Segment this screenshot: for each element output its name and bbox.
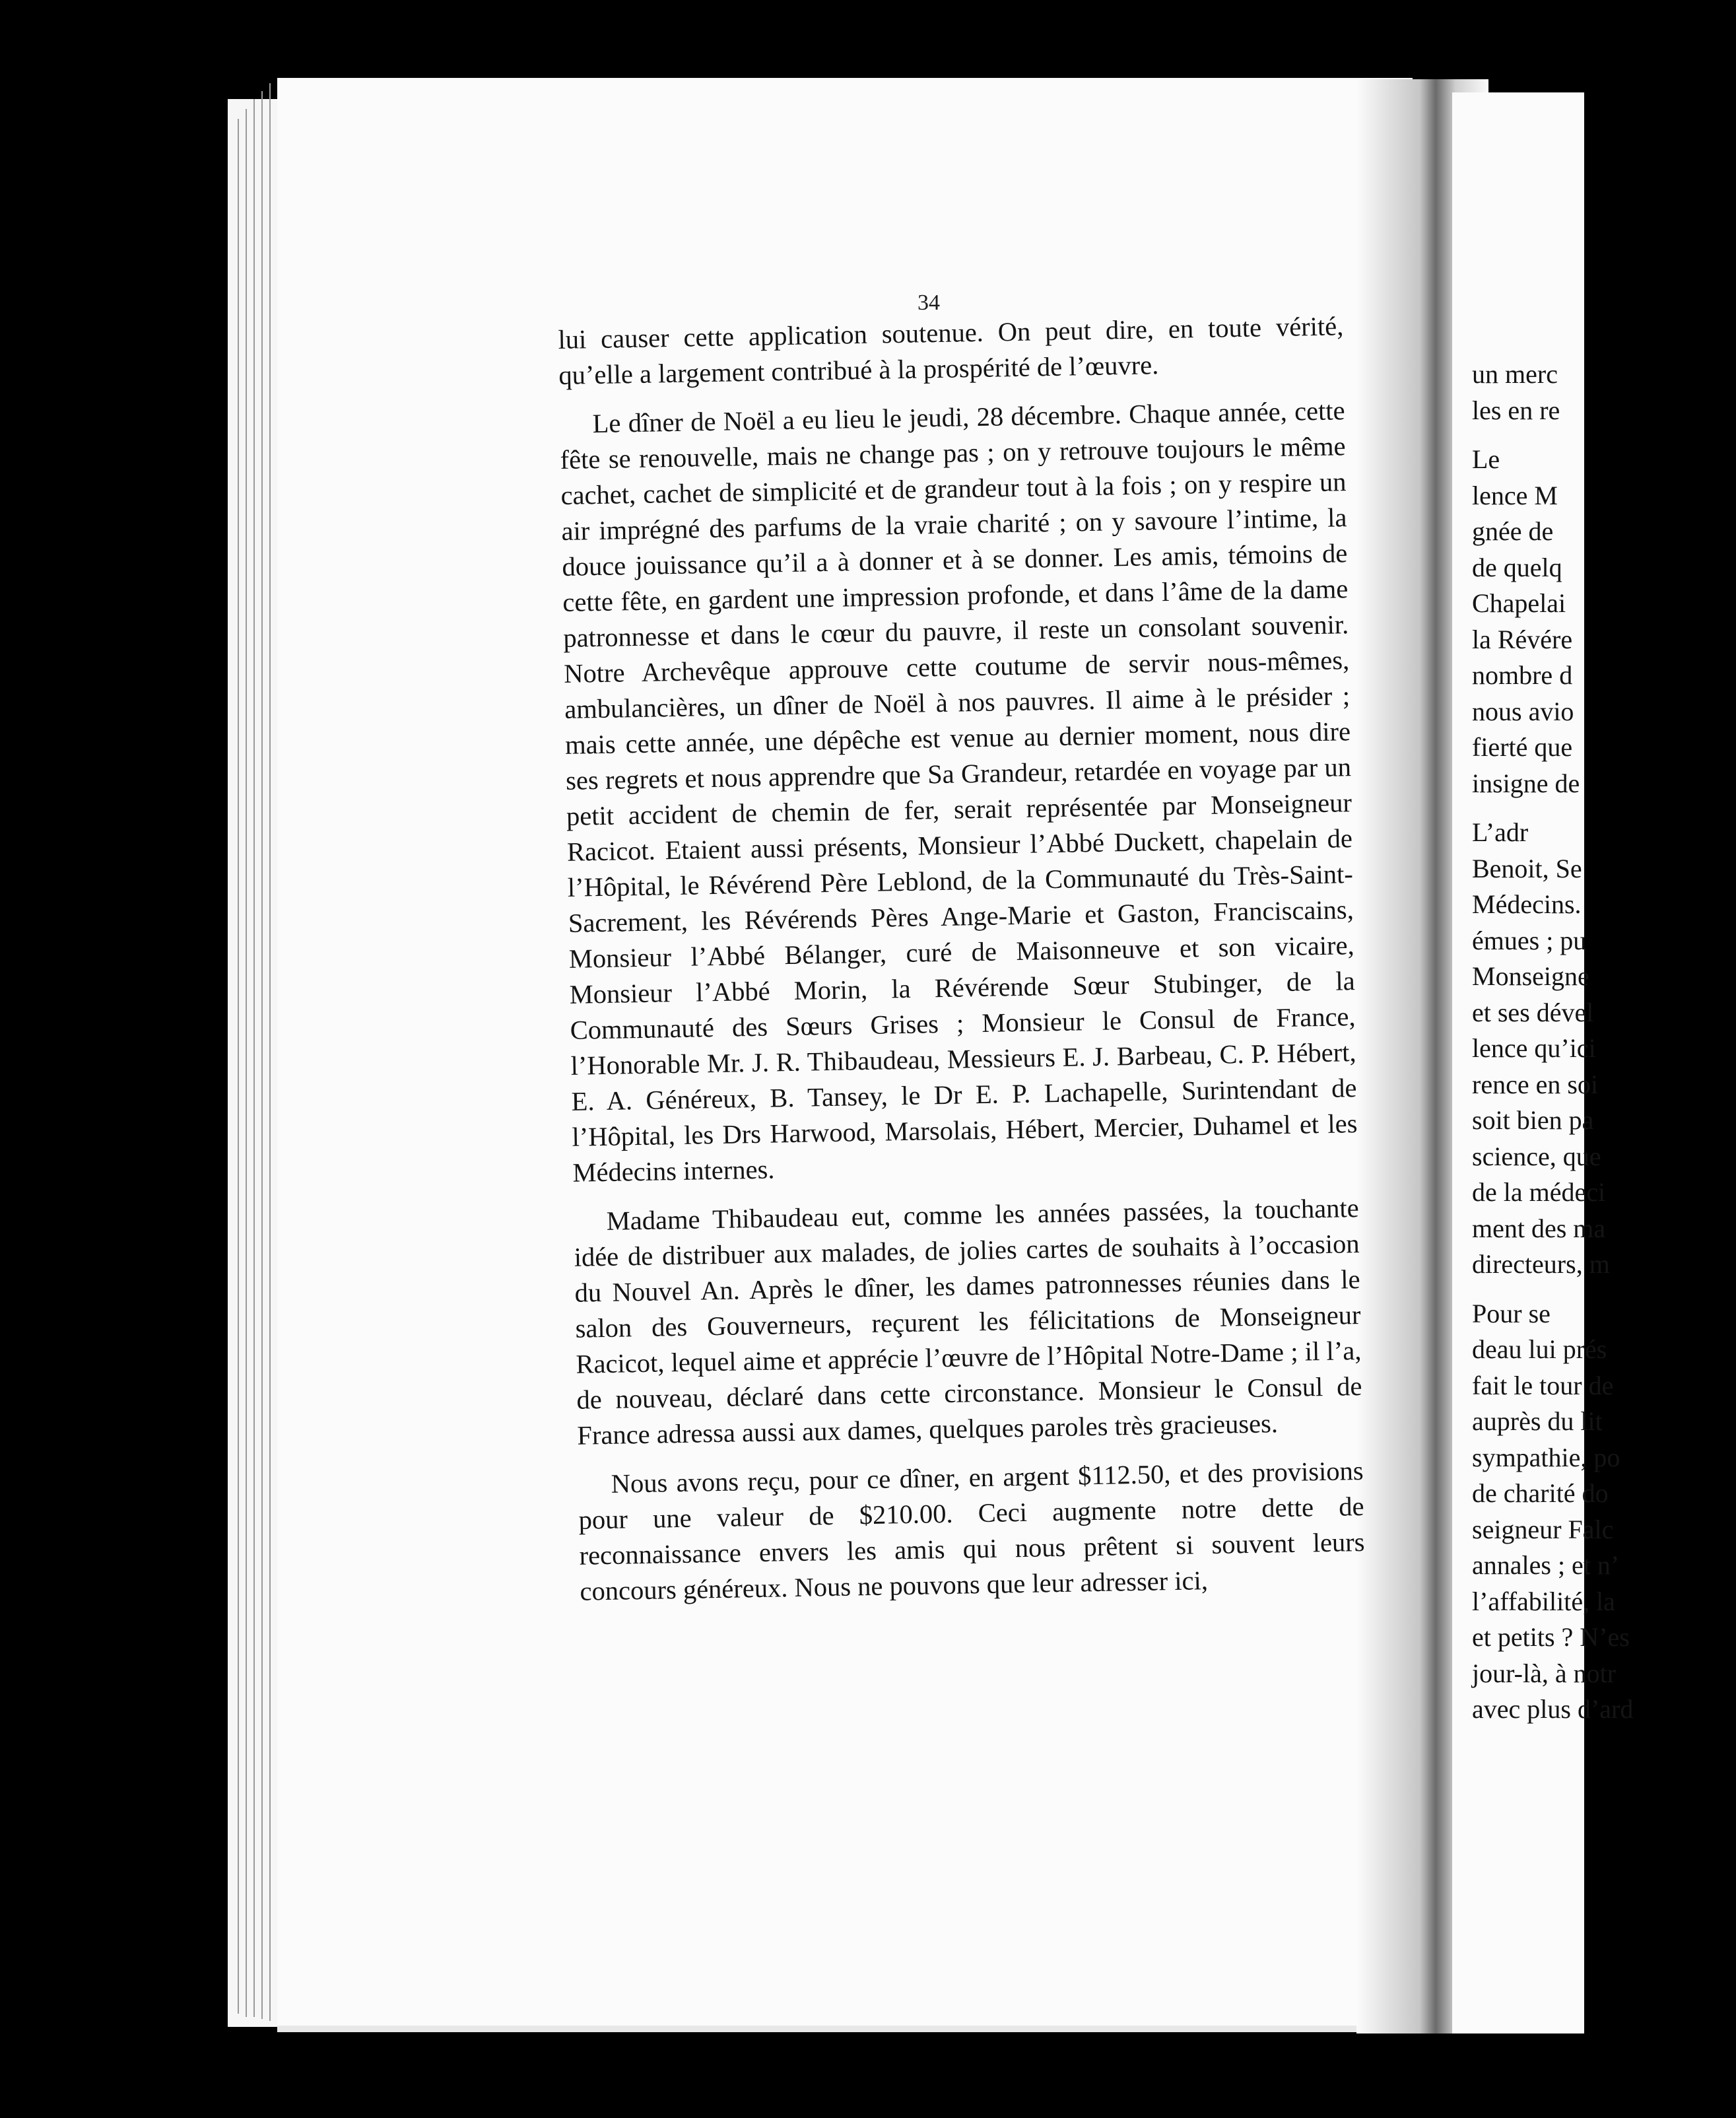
text-line: un merc bbox=[1472, 359, 1558, 389]
paragraph: Nous avons reçu, pour ce dîner, en argent $112.50, et des provisions pour une valeur de $210.00. Ceci augmente notre dette de reconnaissance envers les amis qui nous prêtent si souvent leurs concours généreux. Nous ne pouvons que leur adresser ici, bbox=[578, 1455, 1365, 1606]
right-page-text bbox=[1472, 357, 1736, 1728]
text-line: Le bbox=[1472, 444, 1500, 474]
page-edge bbox=[246, 109, 247, 2017]
text-line: les en re bbox=[1472, 395, 1560, 425]
paragraph: Madame Thibaudeau eut, comme les années passées, la touchante idée de distribuer aux malades, de jolies cartes de souhaits à l’occasion du Nouvel An. Après le dîner, les dames patronnesses réunies dans le salon des Gouverneurs, reçurent les félicitations de Monseigneur Racicot, lequel aime et apprécie l’œuvre de l’Hôpital Notre-Dame ; il l’a, de nouveau, déclaré dans cette circonstance. Monsieur le Consul de France adressa aussi aux dames, quelques paroles très gracieuses. bbox=[574, 1193, 1362, 1451]
page-edge bbox=[253, 99, 255, 2017]
text-line: lence qu’ici bbox=[1472, 1033, 1596, 1063]
text-line: insigne de bbox=[1472, 768, 1580, 798]
line-gap bbox=[1472, 428, 1736, 442]
text-line: Benoit, Se bbox=[1472, 853, 1582, 883]
text-line: auprès du lit bbox=[1472, 1406, 1603, 1436]
text-line: ment des ma bbox=[1472, 1213, 1606, 1243]
paragraph: lui causer cette application soutenue. On peut dire, en toute vérité, qu’elle a largement contribué à la prospérité de l’œuvre. bbox=[558, 311, 1344, 390]
text-line: deau lui prés bbox=[1472, 1334, 1607, 1364]
text-line: fait le tour de bbox=[1472, 1370, 1614, 1400]
page-number: 34 bbox=[918, 290, 940, 315]
page-edge bbox=[269, 83, 271, 2021]
text-line: gnée de bbox=[1472, 516, 1554, 546]
text-line: sympathie, po bbox=[1472, 1442, 1620, 1472]
text-line: L’adr bbox=[1472, 817, 1529, 847]
text-line: science, que bbox=[1472, 1141, 1601, 1171]
text-line: Monseigne bbox=[1472, 961, 1589, 991]
left-page-text bbox=[558, 308, 1366, 1622]
text-line: seigneur Falc bbox=[1472, 1514, 1614, 1544]
text-line: avec plus d’ard bbox=[1472, 1694, 1634, 1724]
text-line: Pour se bbox=[1472, 1298, 1551, 1328]
text-line: la Révére bbox=[1472, 624, 1573, 654]
text-line: l’affabilité, la bbox=[1472, 1586, 1615, 1616]
text-line: et petits ? N’es bbox=[1472, 1622, 1630, 1652]
text-line: jour-là, à notr bbox=[1472, 1658, 1617, 1688]
page-edge bbox=[238, 119, 239, 2014]
line-gap bbox=[1472, 802, 1736, 815]
text-line: de la médeci bbox=[1472, 1177, 1606, 1207]
text-line: Médecins. bbox=[1472, 889, 1582, 919]
text-line: lence M bbox=[1472, 480, 1558, 510]
text-line: et ses dével bbox=[1472, 997, 1594, 1027]
text-line: annales ; et n’ bbox=[1472, 1550, 1620, 1580]
text-line: rence en soi bbox=[1472, 1069, 1599, 1099]
right-page bbox=[1452, 92, 1634, 2033]
text-line: de quelq bbox=[1472, 552, 1562, 582]
text-line: Chapelai bbox=[1472, 588, 1566, 618]
text-line: émues ; pu bbox=[1472, 925, 1587, 955]
page-edge bbox=[261, 91, 263, 2019]
paragraph: Le dîner de Noël a eu lieu le jeudi, 28 décembre. Chaque année, cette fête se renouvelle, mais ne change pas ; on y retrouve toujours le même cachet, cachet de simplicité et de grandeur tout à la fois ; on y respire un air imprégné des parfums de la vraie charité ; on y savoure l’intime, la douce jouissance qu’il a à donner et à se donner. Les amis, témoins de cette fête, en gardent une impression profonde, et dans l’âme de la dame patronnesse et dans le cœur du pauvre, il reste un consolant souvenir. Notre Archevêque approuve cette coutume de servir nous-mêmes, ambulancières, un dîner de Noël à nos pauvres. Il aime à le présider ; mais cette année, une dépêche est venue au dernier moment, nous dire ses regrets et nous apprendre que Sa Grandeur, retardée en voyage par un petit accident de chemin de fer, serait représentée par Monseigneur Racicot. Etaient aussi présents, Monsieur l’Abbé Duckett, chapelain de l’Hôpital, le Révérend Père Leblond, de la Communauté du Très-Saint-Sacrement, les Révérends Pères Ange-Marie et Gaston, Franciscains, Monsieur l’Abbé Bélanger, curé de Maisonneuve et son vicaire, Monsieur l’Abbé Morin, la Révérende Sœur Stubinger, de la Communauté des Sœurs Grises ; Monsieur le Consul de France, l’Honorable Mr. J. R. Thibaudeau, Messieurs E. J. Barbeau, C. P. Hébert, E. A. Généreux, B. Tansey, le Dr E. P. Lachapelle, Surintendant de l’Hôpital, les Drs Harwood, Marsolais, Hébert, Mercier, Duhamel et les Médecins internes. bbox=[560, 395, 1358, 1188]
text-line: soit bien pa bbox=[1472, 1105, 1594, 1135]
text-line: fierté que bbox=[1472, 732, 1573, 762]
text-line: directeurs, m bbox=[1472, 1249, 1610, 1279]
line-gap bbox=[1472, 1283, 1736, 1296]
text-line: nous avio bbox=[1472, 696, 1574, 726]
text-line: nombre d bbox=[1472, 660, 1573, 690]
text-line: de charité do bbox=[1472, 1478, 1609, 1508]
